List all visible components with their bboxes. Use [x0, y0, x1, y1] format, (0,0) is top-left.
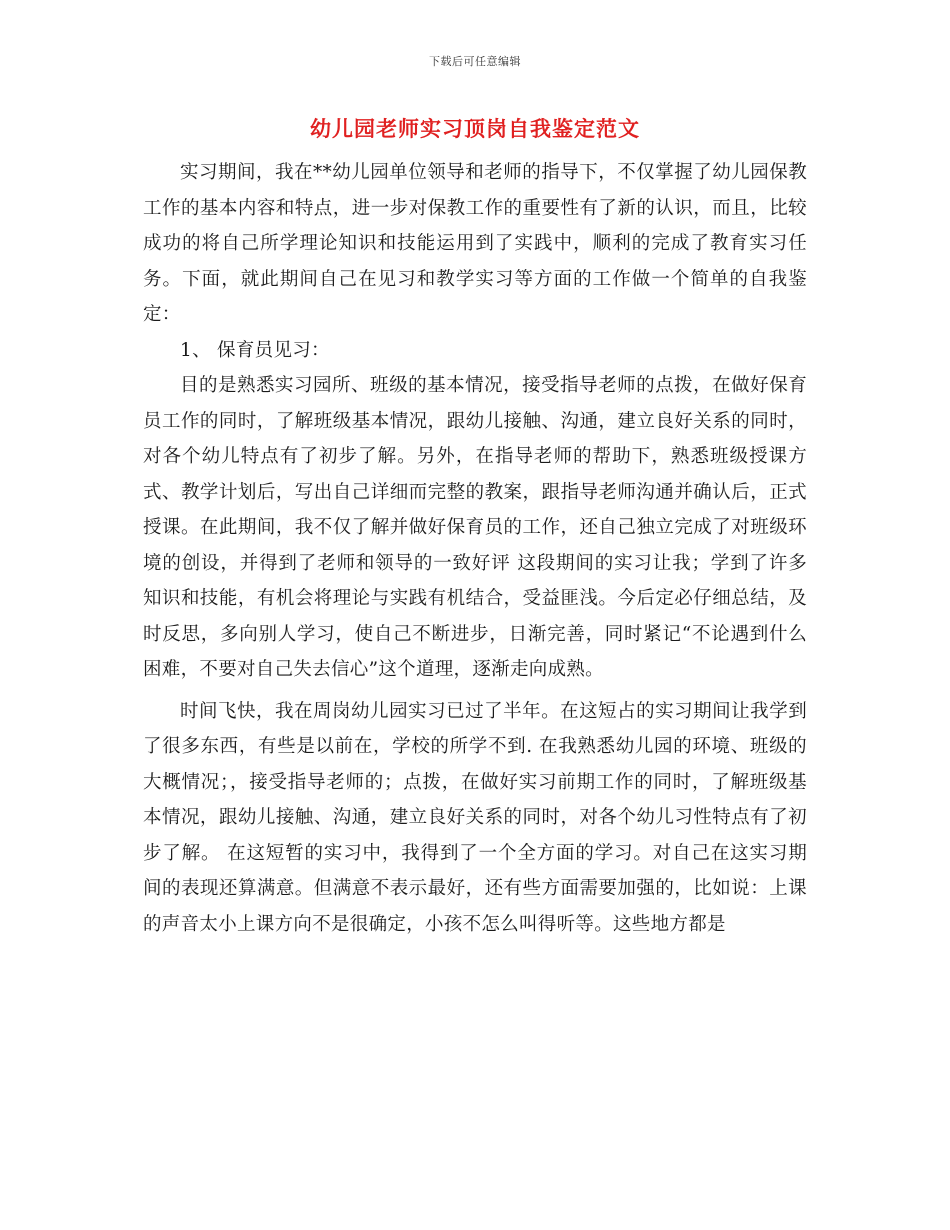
paragraph-intro: 实习期间，我在**幼儿园单位领导和老师的指导下，不仅掌握了幼儿园保教工作的基本内容和特点，进一步对保教工作的重要性有了新的认识，而且，比较成功的将自己所学理论知识和技能运用到了实践中，顺利的完成了教育实习任务。下面，就此期间自己在见习和教学实习等方面的工作做一个简单的自我鉴定： [143, 162, 807, 325]
paragraph-observation: 目的是熟悉实习园所、班级的基本情况，接受指导老师的点拨，在做好保育员工作的同时，了解班级基本情况，跟幼儿接触、沟通，建立良好关系的同时，对各个幼儿特点有了初步了解。另外，在指导老师的帮助下，熟悉班级授课方式、教学计划后，写出自己详细而完整的教案，跟指导老师沟通并确认后，正式授课。在此期间，我不仅了解并做好保育员的工作，还自己独立完成了对班级环境的创设，并得到了老师和领导的一致好评 这段期间的实习让我；学到了许多知识和技能，有机会将理论与实践有机结合，受益匪浅。今后定必仔细总结，及时反思，多向别人学习，使自己不断进步，日渐完善，同时紧记“不论遇到什么困难，不要对自己失去信心”这个道理，逐渐走向成熟。 [143, 375, 807, 680]
paragraph-section-heading: 1、 保育员见习： [180, 339, 330, 361]
paragraph-reflection: 时间飞快，我在周岗幼儿园实习已过了半年。在这短占的实习期间让我学到了很多东西，有些是以前在，学校的所学不到. 在我熟悉幼儿园的环境、班级的大概情况；，接受指导老师的；点拨，在做好实习前期工作的同时，了解班级基本情况，跟幼儿接触、沟通，建立良好关系的同时，对各个幼儿习性特点有了初步了解。 在这短暂的实习中，我得到了一个全方面的学习。对自己在这实习期间的表现还算满意。但满意不表示最好，还有些方面需要加强的，比如说：上课的声音太小上课方向不是很确定，小孩不怎么叫得听等。这些地方都是 [143, 700, 807, 935]
document-title: 幼儿园老师实习顶岗自我鉴定范文 [310, 116, 640, 141]
header-note: 下载后可任意编辑 [429, 55, 521, 68]
document-body [143, 155, 807, 942]
